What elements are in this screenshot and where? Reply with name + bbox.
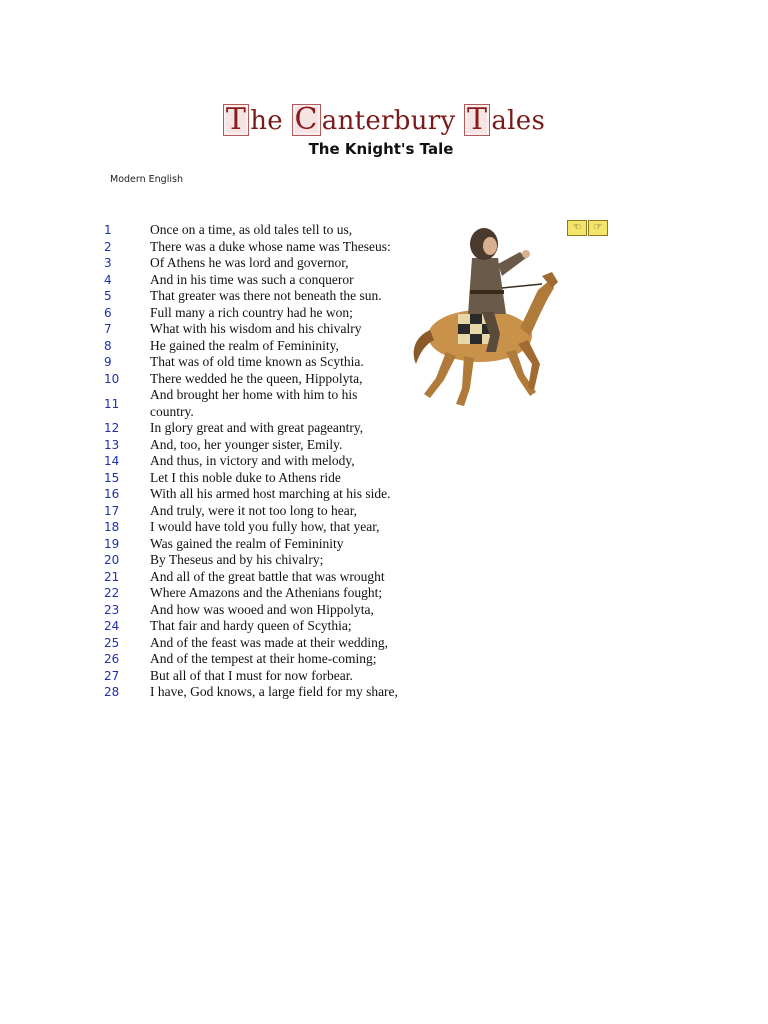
line-number: 21 xyxy=(104,569,120,584)
poem-line-row xyxy=(104,651,398,668)
line-text: There wedded he the queen, Hippolyta, xyxy=(150,370,363,386)
line-text: In glory great and with great pageantry, xyxy=(150,420,364,435)
line-text: Full many a rich country had he won; xyxy=(150,304,353,320)
page-title xyxy=(0,104,768,136)
line-text: That greater was there not beneath the sun. xyxy=(150,288,382,303)
line-text: And truly, were it not too long to hear, xyxy=(150,502,358,518)
edition-label: Modern English xyxy=(110,174,183,185)
line-number: 8 xyxy=(104,338,112,353)
line-text: He gained the realm of Femininity, xyxy=(150,337,339,353)
poem-line-row xyxy=(104,338,398,355)
line-number: 10 xyxy=(104,371,120,386)
line-text: And thus, in victory and with melody, xyxy=(150,453,355,468)
line-text: And, too, her younger sister, Emily. xyxy=(150,436,343,452)
line-text: But all of that I must for now forbear. xyxy=(150,667,353,683)
line-number: 12 xyxy=(104,421,120,436)
poem-line-row xyxy=(104,569,398,586)
page-subtitle: The Knight's Tale xyxy=(308,140,454,158)
line-number: 6 xyxy=(104,305,112,320)
line-text: And of the tempest at their home-coming; xyxy=(150,651,377,666)
line-text: With all his armed host marching at his side. xyxy=(150,486,391,501)
line-text: What with his wisdom and his chivalry xyxy=(150,321,362,336)
title-initial-c: C xyxy=(292,104,321,136)
line-text: Was gained the realm of Femininity xyxy=(150,535,344,551)
poem-line-row xyxy=(104,354,398,371)
line-text: And how was wooed and won Hippolyta, xyxy=(150,601,374,617)
line-number: 4 xyxy=(104,272,112,287)
line-text: And in his time was such a conqueror xyxy=(150,271,354,287)
poem-line-row xyxy=(104,321,398,338)
poem-line-row xyxy=(104,288,398,305)
poem-line-row xyxy=(104,503,398,520)
poem-line-row xyxy=(104,437,398,454)
line-number: 24 xyxy=(104,619,120,634)
page-navigation xyxy=(567,220,608,236)
line-number: 20 xyxy=(104,553,120,568)
next-page-button[interactable] xyxy=(588,220,608,236)
line-number: 27 xyxy=(104,668,120,683)
line-text: That fair and hardy queen of Scythia; xyxy=(150,618,352,633)
line-text: Of Athens he was lord and governor, xyxy=(150,255,349,270)
line-number: 22 xyxy=(104,586,120,601)
title-initial-t2: T xyxy=(464,104,490,136)
poem-line-row xyxy=(104,387,398,420)
poem-line-row xyxy=(104,635,398,652)
line-number: 13 xyxy=(104,437,120,452)
line-number: 9 xyxy=(104,355,112,370)
line-text: I have, God knows, a large field for my share, xyxy=(150,684,398,699)
poem-line-row xyxy=(104,519,398,536)
line-number: 11 xyxy=(104,396,120,411)
hand-left-icon: ☜ xyxy=(572,222,582,233)
knight-illustration xyxy=(402,218,558,414)
line-number: 15 xyxy=(104,470,120,485)
poem-line-row xyxy=(104,470,398,487)
poem-line-row xyxy=(104,272,398,289)
poem-line-row xyxy=(104,552,398,569)
line-text: By Theseus and by his chivalry; xyxy=(150,552,324,567)
poem-line-row xyxy=(104,222,398,239)
line-text: Where Amazons and the Athenians fought; xyxy=(150,585,383,600)
line-text: That was of old time known as Scythia. xyxy=(150,354,364,369)
line-number: 3 xyxy=(104,256,112,271)
line-text: And all of the great battle that was wrought xyxy=(150,568,385,584)
line-number: 17 xyxy=(104,503,120,518)
poem-line-row xyxy=(104,618,398,635)
line-text: There was a duke whose name was Theseus: xyxy=(150,238,391,254)
line-number: 2 xyxy=(104,239,112,254)
previous-page-button[interactable] xyxy=(567,220,587,236)
poem-line-row xyxy=(104,486,398,503)
poem-lines-table xyxy=(104,222,398,701)
poem-line-row xyxy=(104,420,398,437)
line-number: 25 xyxy=(104,635,120,650)
line-text: And brought her home with him to his country. xyxy=(150,387,358,419)
poem-line-row xyxy=(104,305,398,322)
poem-line-row xyxy=(104,255,398,272)
line-number: 1 xyxy=(104,223,112,238)
line-number: 7 xyxy=(104,322,112,337)
line-number: 5 xyxy=(104,289,112,304)
poem-line-row xyxy=(104,684,398,701)
line-number: 19 xyxy=(104,536,120,551)
poem-line-row xyxy=(104,585,398,602)
line-text: Once on a time, as old tales tell to us, xyxy=(150,222,353,237)
poem-line-row xyxy=(104,602,398,619)
line-number: 16 xyxy=(104,487,120,502)
poem-line-row xyxy=(104,536,398,553)
poem-line-row xyxy=(104,371,398,388)
line-number: 26 xyxy=(104,652,120,667)
line-number: 14 xyxy=(104,454,120,469)
line-text: I would have told you fully how, that year, xyxy=(150,519,380,534)
title-initial-t: T xyxy=(223,104,249,136)
poem-line-row xyxy=(104,668,398,685)
line-text: Let I this noble duke to Athens ride xyxy=(150,469,341,485)
hand-right-icon: ☞ xyxy=(593,222,603,233)
line-number: 28 xyxy=(104,685,120,700)
title-word-the: he xyxy=(250,106,292,136)
poem-line-row xyxy=(104,239,398,256)
poem-line-row xyxy=(104,453,398,470)
line-number: 18 xyxy=(104,520,120,535)
line-number: 23 xyxy=(104,602,120,617)
line-text: And of the feast was made at their wedding, xyxy=(150,634,389,650)
title-word-canterbury: anterbury xyxy=(321,106,465,136)
title-word-tales: ales xyxy=(491,106,546,136)
